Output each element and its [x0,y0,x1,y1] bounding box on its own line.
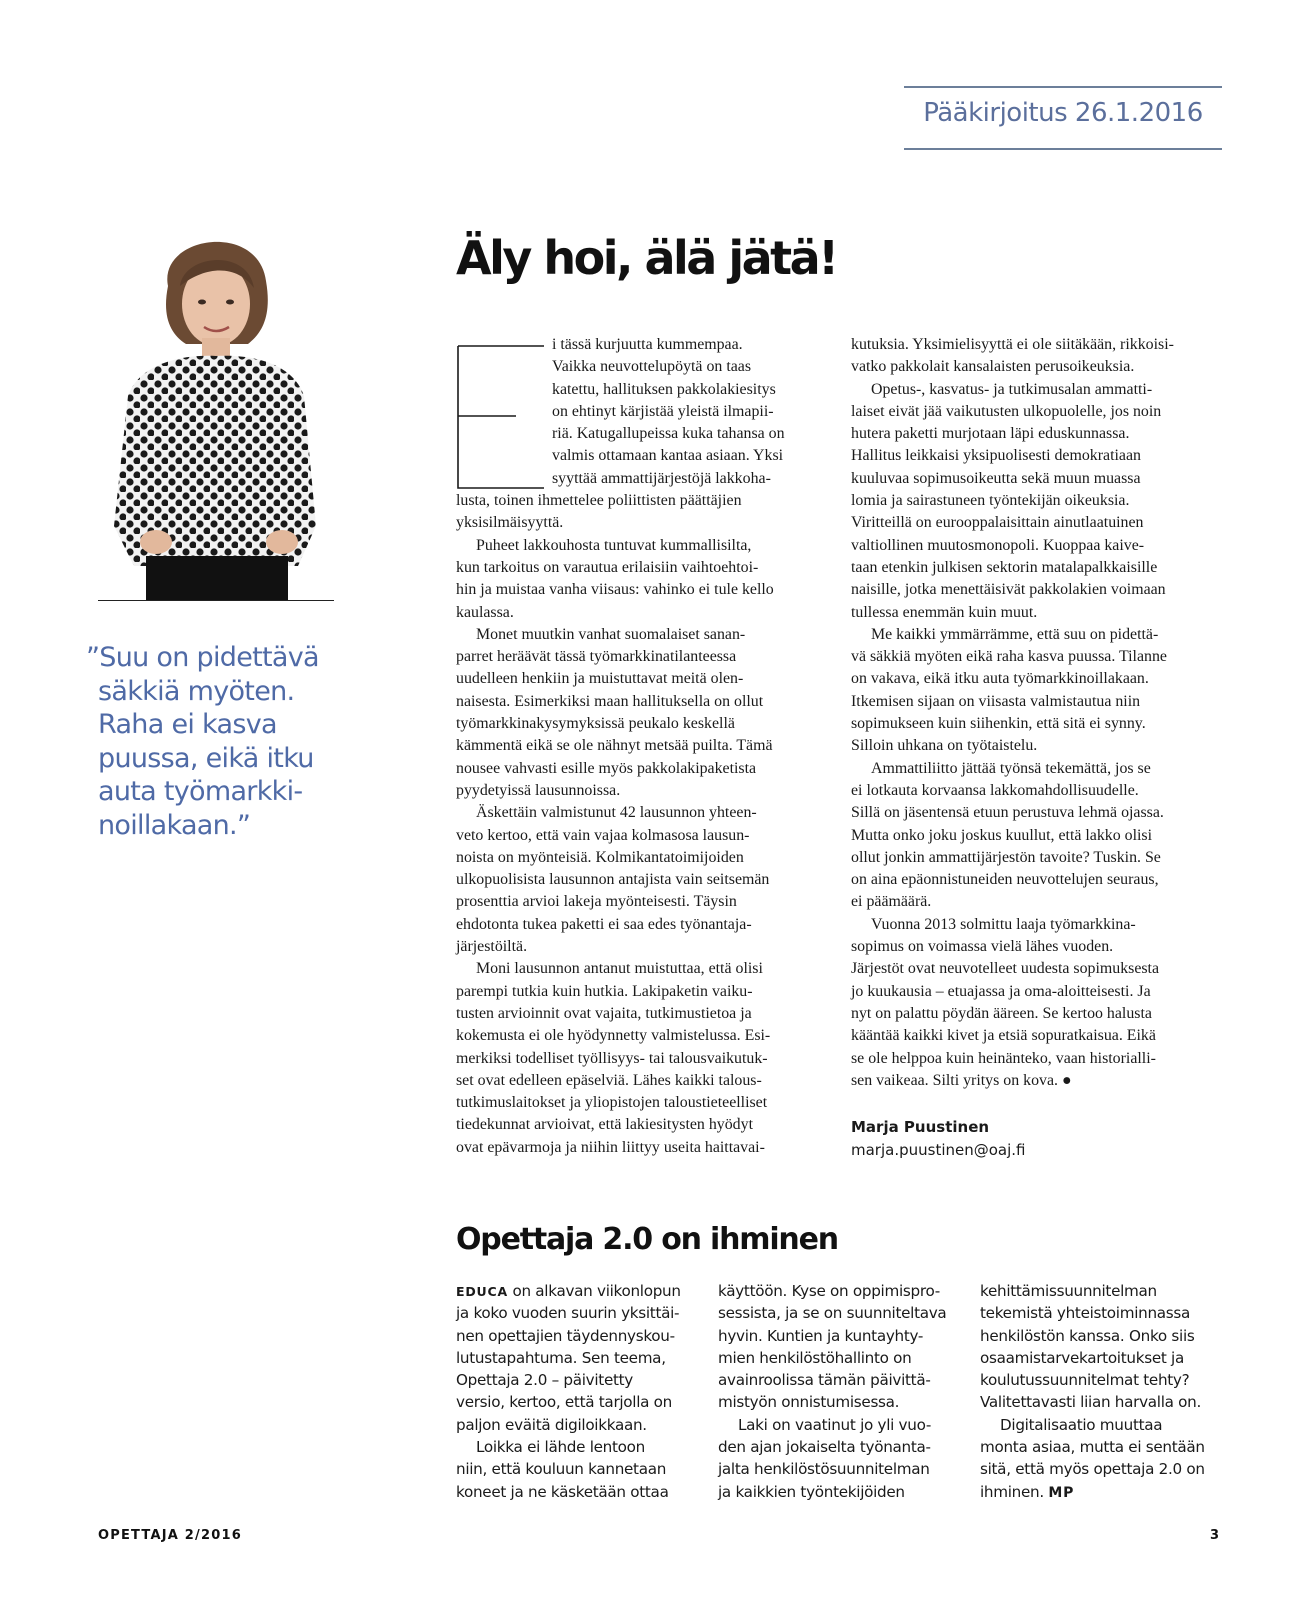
text-line: mistyön onnistumisessa. [718,1393,900,1412]
text-line: Viritteillä on eurooppalaisittain ainutlaatuinen [851,514,1144,532]
text-line: hin ja muistaa vanha viisaus: vahinko ei tule kello [456,581,774,599]
text-line: sitä, että myös opettaja 2.0 on [980,1460,1205,1479]
text-line: Loikka ei lähde lentoon [476,1438,645,1457]
author-email[interactable]: marja.puustinen@oaj.fi [851,1141,1026,1159]
author-portrait [98,226,330,600]
text-line: sopimus on voimassa vielä lähes vuoden. [851,938,1114,956]
signature-initials: MP [1048,1484,1075,1501]
text-line: vatko pakkolait kansalaisten perusoikeuksia. [851,358,1135,376]
text-line: Puheet lakkouhosta tuntuvat kummallisilta, [476,536,752,554]
text-line: nyt on palattu pöydän ääreen. Se kertoo halusta [851,1004,1152,1022]
text-line: set ovat edelleen epäselviä. Lähes kaikki talous- [456,1071,762,1089]
text-line: uudelleen henkiin ja muistuttavat meitä olen- [456,670,744,688]
text-line: Me kaikki ymmärrämme, että suu on pidettä- [871,625,1159,643]
text-line: käyttöön. Kyse on oppimispro- [718,1282,940,1300]
text-line: tullessa enemmän kuin muut. [851,603,1038,621]
text-line: on vakava, eikä itku auta työmarkkinoillakaan. [851,670,1149,688]
text-line: lusta, toinen ihmettelee poliittisten päättäjien [456,492,742,510]
text-line: laiset eivät jää vaikutusten ulkopuolelle, jos noin [851,402,1162,420]
text-line: kokemusta ei ole hyödynnetty valmistelussa. Esi- [456,1027,771,1045]
text-line: pyydetyissä lausunnoissa. [456,781,621,799]
text-line: ei päämäärä. [851,893,932,911]
text-line: katettu, hallituksen pakkolakiesitys [552,380,776,398]
text-line: kutuksia. Yksimielisyyttä ei ole siitäkään, rikkoisi- [851,336,1174,353]
text-fragment: on alkavan viikonlopun [507,1282,681,1300]
text-line: prosenttia arvioi lakeja myönteisesti. Täysin [456,893,737,911]
text-line: i tässä kurjuutta kummempaa. [552,336,743,353]
text-line: valtiollinen muutosmonopoli. Kuoppaa kaive- [851,536,1145,554]
text-line: Itkemisen sijaan on viisasta valmistautua niin [851,692,1141,710]
text-line: koneet ja ne käsketään ottaa [456,1482,669,1501]
sidebar-column-3 [980,1280,1220,1503]
text-line: tusten arvioinnit ovat vajaita, tutkimustietoa ja [456,1004,752,1022]
text-line: ja koko vuoden suurin yksittäi- [456,1304,680,1323]
header-top-rule [904,86,1222,88]
text-line: den ajan jokaiselta työnanta- [718,1438,931,1457]
text-line: Moni lausunnon antanut muistuttaa, että olisi [476,960,763,978]
text-line: sessista, ja se on suunniteltava [718,1304,947,1323]
text-line: Vaikka neuvottelupöytä on taas [552,358,752,376]
text-line: jalta henkilöstösuunnitelman [718,1460,930,1479]
text-line: Sillä on jäsentensä etuun perustuva lehmä ojassa. [851,804,1164,822]
header-bottom-rule [904,148,1222,150]
quote-line: noillakaan.” [98,809,251,841]
text-line: hutera paketti murjotaan läpi eduskunnassa. [851,425,1130,443]
portrait-underline [98,600,334,601]
author-name: Marja Puustinen [851,1118,990,1136]
text-line: työmarkkinakysymyksissä peukalo keskellä [456,715,735,733]
text-line: paljon eväitä digiloikkaan. [456,1415,647,1434]
text-line: ulkopuolisista lausunnon antajista vain seitsemän [456,871,770,889]
text-line: sen vaikeaa. Silti yritys on kova. ● [851,1071,1072,1089]
text-line: jo kuukausia – etuajassa ja oma-aloitteisesti. Ja [851,982,1151,1000]
quote-line: auta työmarkki- [98,776,303,807]
text-line: henkilöstön kanssa. Onko siis [980,1326,1195,1345]
text-line: Opetus-, kasvatus- ja tutkimusalan ammatti- [871,380,1153,398]
text-line: lomia ja sairastuneen työntekijän oikeuksia. [851,492,1130,510]
text-line: monta asiaa, mutta ei sentään [980,1438,1205,1457]
text-line: veto kertoo, että vain vajaa kolmasosa lausun- [456,826,750,844]
quote-line: säkkiä myöten. [98,675,295,707]
text-line: Vuonna 2013 solmittu laaja työmarkkina- [871,915,1136,933]
text-line: merkiksi todelliset työllisyys- tai talousvaikutuk- [456,1049,768,1067]
text-line: Äskettäin valmistunut 42 lausunnon yhteen- [476,804,757,822]
text-line: avainroolissa tämän päivittä- [718,1371,931,1390]
text-line: sopimukseen kuin siihenkin, että sitä ei synny. [851,715,1146,733]
text-line: niin, että kouluun kannetaan [456,1460,667,1479]
text-line: tutkimuslaitokset ja yliopistojen taloustieteelliset [456,1094,768,1112]
text-line: tekemistä yhteistoiminnassa [980,1304,1191,1323]
text-line: ovat epävarmoja ja niihin liittyy useita haittavai- [456,1138,765,1156]
article-column-1 [456,334,828,1159]
text-line: Järjestöt ovat neuvotelleet uudesta sopimuksesta [851,960,1160,978]
text-line [456,1280,696,1302]
text-line: Valitettavasti liian harvalla on. [980,1393,1201,1412]
text-line: Silloin uhkana on työtaistelu. [851,737,1038,755]
text-line: ei lotkauta korvaansa lakkomahdollisuudelle. [851,781,1139,799]
text-line: on ehtinyt kärjistää yleistä ilmapii- [552,402,774,420]
text-line: on aina epäonnistuneiden neuvottelujen seuraus, [851,871,1159,889]
text-line: yksisilmäisyyttä. [456,514,564,532]
text-line: järjestöiltä. [456,938,528,956]
text-line: osaamistarvekartoitukset ja [980,1348,1184,1367]
text-line: versio, kertoo, että tarjolla on [456,1393,672,1412]
text-line: kaulassa. [456,603,514,621]
text-line: hyvin. Kuntien ja kuntayhty- [718,1326,924,1345]
sidebar-column-1 [456,1280,696,1503]
article-column-2 [851,334,1223,1092]
text-line: kun tarkoitus on varautua erilaisiin vaihtoehtoi- [456,558,759,576]
text-line: parempi tutkia kuin hutkia. Lakipaketin vaiku- [456,982,753,1000]
text-line: parret heräävät tässä työmarkkinatilanteessa [456,648,737,666]
text-line: ehdotonta tukea paketti ei saa edes työnantaja- [456,915,752,933]
text-line: Mutta onko joku joskus kuullut, että lakko olisi [851,826,1153,844]
text-line [980,1481,1220,1503]
pull-quote [86,641,346,842]
text-line: naisesta. Esimerkiksi maan hallituksella on ollut [456,692,764,710]
quote-line: puussa, eikä itku [98,742,314,774]
text-line: riä. Katugallupeissa kuka tahansa on [552,425,785,443]
text-line: naisille, jotka menettäisivät pakkolakien voimaan [851,581,1166,599]
article-title: Äly hoi, älä jätä! [456,231,837,285]
text-line: tiedekunnat arvioivat, että lakiesitysten hyödyt [456,1116,753,1134]
text-line: nousee vahvasti esille myös pakkolakipaketista [456,759,757,777]
text-line: vä säkkiä myöten eikä raha kasva puussa. Tilanne [851,648,1167,666]
text-line: mien henkilöstöhallinto on [718,1348,912,1367]
quote-line: ”Suu on pidettävä [86,642,319,673]
quote-line: Raha ei kasva [98,709,277,740]
text-line: noista on myönteisiä. Kolmikantatoimijoiden [456,848,744,866]
page-number: 3 [1210,1528,1220,1543]
publication-name: OPETTAJA 2/2016 [98,1528,242,1543]
text-line: Opettaja 2.0 – päivitetty [456,1371,633,1390]
text-line: Monet muutkin vanhat suomalaiset sanan- [476,625,746,643]
text-line: taan etenkin julkisen sektorin matalapalkkaisille [851,558,1158,576]
text-line: lutustapahtuma. Sen teema, [456,1348,666,1367]
text-line: Laki on vaatinut jo yli vuo- [738,1415,932,1434]
text-line: kääntää kaikki kivet ja etsiä sopuratkaisua. Eikä [851,1027,1156,1045]
text-line: kehittämissuunnitelman [980,1282,1157,1300]
sidebar-article-title: Opettaja 2.0 on ihminen [456,1222,838,1257]
text-line: Digitalisaatio muuttaa [1000,1415,1163,1434]
text-line: se ole helppoa kuin heinänteko, vaan historialli- [851,1049,1156,1067]
text-line: nen opettajien täydennyskou- [456,1326,675,1345]
lead-word: EDUCA [456,1284,508,1299]
text-line: Ammattiliitto jättää työnsä tekemättä, jos se [871,759,1151,777]
text-line: Hallitus leikkaisi yksipuolisesti demokratiaan [851,447,1141,465]
text-fragment: ihminen. [980,1482,1049,1501]
text-line: syyttää ammattijärjestöjä lakkoha- [552,469,771,487]
sidebar-column-2 [718,1280,958,1503]
text-line: kuuluvaa sopimusoikeutta sekä muun muassa [851,469,1141,487]
text-line: ollut jonkin ammattijärjestön tavoite? Tuskin. Se [851,848,1161,866]
text-line: ja kaikkien työntekijöiden [718,1482,905,1501]
text-line: koulutussuunnitelmat tehty? [980,1371,1190,1390]
text-line: valmis ottamaan kantaa asiaan. Yksi [552,447,784,465]
section-label: Pääkirjoitus 26.1.2016 [923,98,1203,128]
text-line: kämmentä eikä se ole nähnyt metsää puilta. Tämä [456,737,773,755]
